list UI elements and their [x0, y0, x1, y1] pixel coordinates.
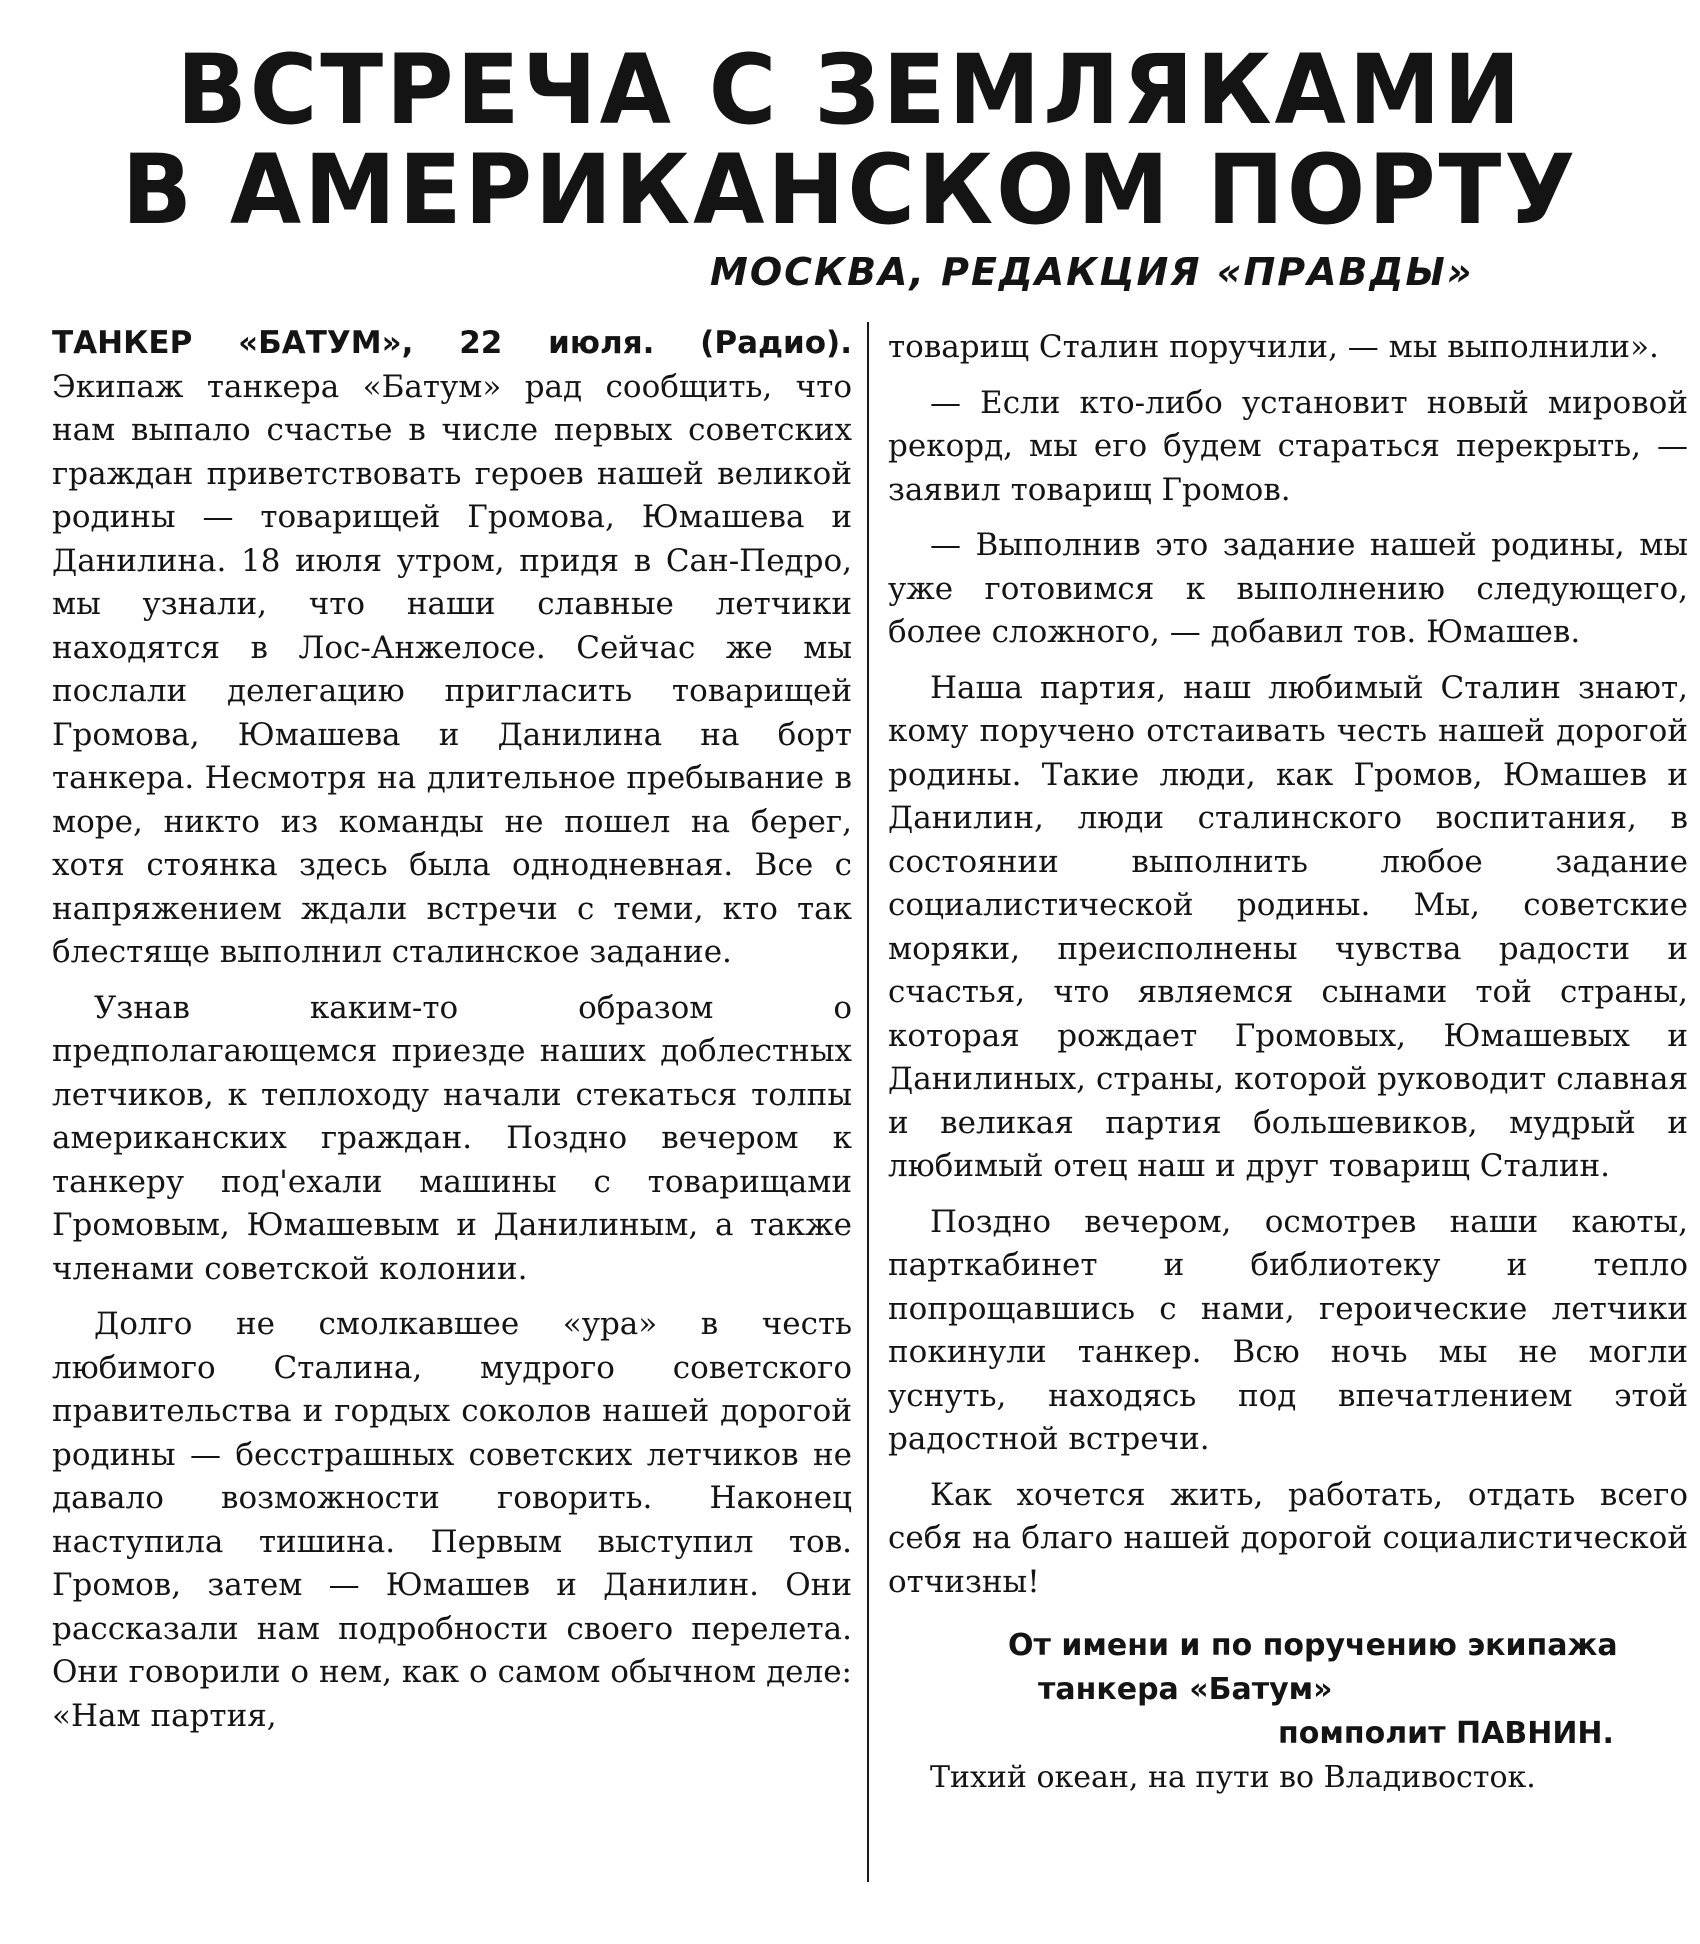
article-paragraph: Поздно вечером, осмотрев наши каюты, парткабинет и библиотеку и тепло попрощавшись с нами, героические летчики покинули танкер. Всю ночь мы не могли уснуть, находясь под впечатлением этой радостной встречи.: [888, 1203, 1688, 1457]
dateline: ТАНКЕР «БАТУМ», 22 июля. (Радио).: [52, 325, 852, 361]
headline-line-1: ВСТРЕЧА С ЗЕМЛЯКАМИ: [176, 34, 1524, 146]
signature-line-2: танкера «Батум»: [1038, 1672, 1333, 1707]
article-paragraph: — Если кто-либо установит новый мировой рекорд, мы его будем стараться перекрыть, — заявил товарищ Громов.: [888, 384, 1688, 508]
byline: МОСКВА, РЕДАКЦИЯ «ПРАВДЫ»: [710, 250, 1474, 294]
article-paragraph: [52, 322, 852, 975]
column-divider: [867, 322, 869, 1882]
article-paragraph: товарищ Сталин поручили, — мы выполнили».: [888, 329, 1659, 365]
location-note: Тихий океан, на пути во Владивосток.: [930, 1760, 1536, 1795]
headline-line-2: В АМЕРИКАНСКОМ ПОРТУ: [121, 134, 1579, 246]
right-column: [888, 326, 1688, 1812]
left-column: [52, 322, 852, 1750]
article-paragraph: Узнав каким-то образом о предполагающемся приезде наших доблестных летчиков, к теплоходу начали стекаться толпы американских граждан. Поздно вечером к танкеру под'ехали машины с товарищами Громовым, Юмашевым и Данилиным, а также членами советской колонии.: [52, 989, 852, 1287]
signature-line-1: От имени и по поручению экипажа: [1008, 1628, 1618, 1663]
article-paragraph: Наша партия, наш любимый Сталин знают, кому поручено отстаивать честь нашей дорогой родины. Такие люди, как Громов, Юмашев и Данилин, люди сталинского воспитания, в состоянии выполнить любое задание социалистической родины. Мы, советские моряки, преисполнены чувства радости и счастья, что являемся сынами той страны, которая рождает Громовых, Юмашевых и Данилиных, страны, которой руководит славная и великая партия большевиков, мудрый и любимый отец наш и друг товарищ Сталин.: [888, 669, 1688, 1184]
article-paragraph: Долго не смолкавшее «ура» в честь любимого Сталина, мудрого советского правительства и гордых соколов нашей дорогой родины — бесстрашных советских летчиков не давало возможности говорить. Наконец наступила тишина. Первым выступил тов. Громов, затем — Юмашев и Данилин. Они рассказали нам подробности своего перелета. Они говорили о нем, как о самом обычном деле: «Нам партия,: [52, 1306, 852, 1734]
paragraph-text: Экипаж танкера «Батум» рад сообщить, что нам выпало счастье в числе первых советских граждан приветствовать героев нашей великой родины — товарищей Громова, Юмашева и Данилина. 18 июля утром, придя в Сан-Педро, мы узнали, что наши славные летчики находятся в Лос-Анжелосе. Сейчас же мы послали делегацию пригласить товарищей Громова, Юмашева и Данилина на борт танкера. Несмотря на длительное пребывание в море, никто из команды не пошел на берег, хотя стоянка здесь была однодневная. Все с напряжением ждали встречи с теми, кто так блестяще выполнил сталинское задание.: [52, 368, 852, 970]
signature-line-3: помполит ПАВНИН.: [1278, 1716, 1614, 1751]
article-paragraph: Как хочется жить, работать, отдать всего себя на благо нашей дорогой социалистической отчизны!: [888, 1476, 1688, 1600]
article-paragraph: — Выполнив это задание нашей родины, мы уже готовимся к выполнению следующего, более сложного, — добавил тов. Юмашев.: [888, 527, 1688, 650]
signature-block: [888, 1624, 1688, 1756]
